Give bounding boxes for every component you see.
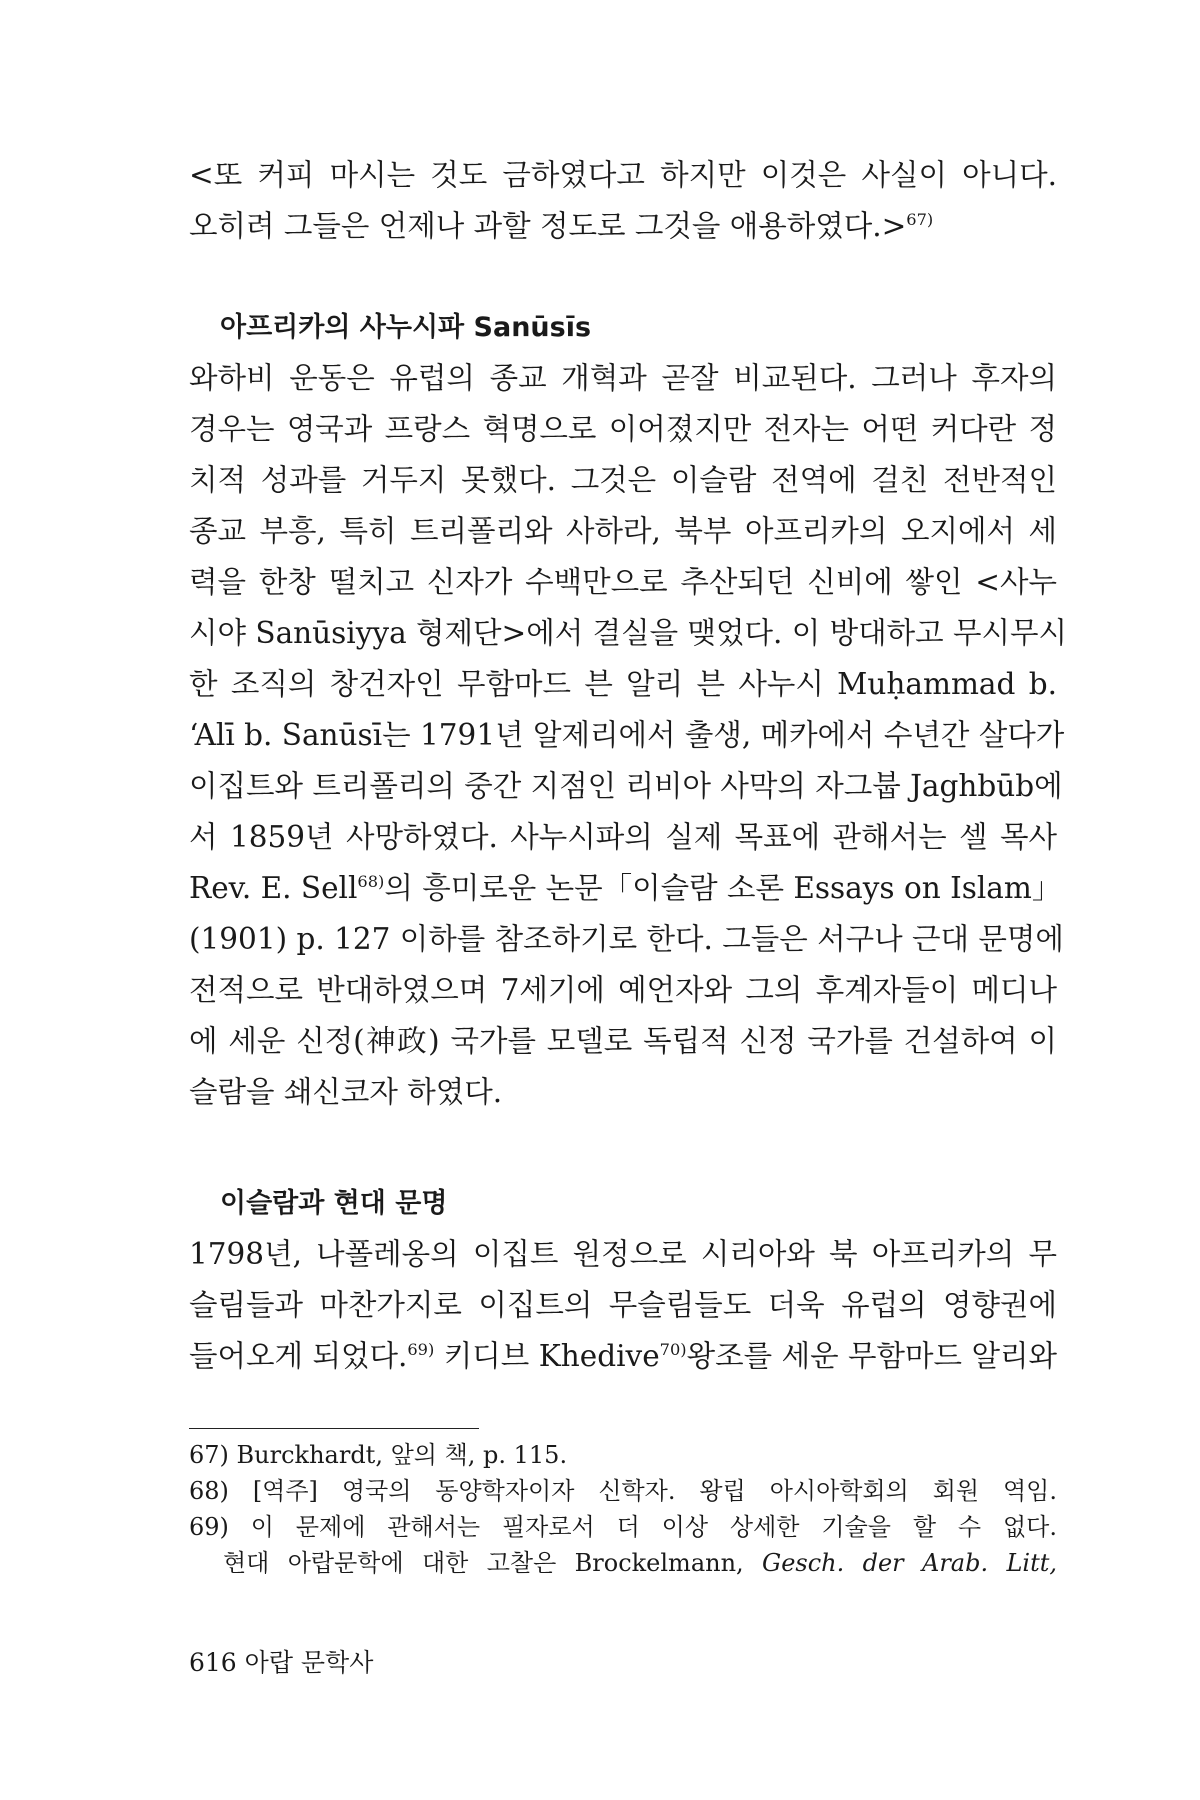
paragraph-line: 치적 성과를 거두지 못했다. 그것은 이슬람 전역에 걸친 전반적인 <box>189 463 1057 497</box>
footnote-ref-67: 67) <box>906 210 934 230</box>
paragraph-line: 한 조직의 창건자인 무함마드 븐 알리 븐 사누시 Muḥammad b. <box>189 667 1057 701</box>
paragraph-line: (1901) p. 127 이하를 참조하기로 한다. 그들은 서구나 근대 문명에 <box>189 922 1064 956</box>
footnote-ref-68: 68) <box>357 872 385 892</box>
paragraph-line: 전적으로 반대하였으며 7세기에 예언자와 그의 후계자들이 메디나 <box>189 973 1057 1007</box>
footnote-divider <box>189 1428 479 1429</box>
paragraph-line: 들어오게 되었다.$^{69)}$ 키디브 Khedive$^{70)}$왕조를 세운 무함마드 알리와 <box>189 1339 1058 1373</box>
page-body <box>189 150 1067 1581</box>
footnote-69: 69) 이 문제에 관해서는 필자로서 더 이상 상세한 기술을 할 수 없다. <box>189 1513 1057 1541</box>
paragraph-line: 서 1859년 사망하였다. 사누시파의 실제 목표에 관해서는 셀 목사 <box>189 820 1057 854</box>
footnote-68: 68) [역주] 영국의 동양학자이자 신학자. 왕립 아시아학회의 회원 역임. <box>189 1477 1057 1505</box>
footnote-67: 67) Burckhardt, 앞의 책, p. 115. <box>189 1441 568 1469</box>
section-heading-sanusis: 아프리카의 사누시파 Sanūsīs <box>220 312 592 343</box>
quote-line-1: <또 커피 마시는 것도 금하였다고 하지만 이것은 사실이 아니다. <box>189 158 1057 192</box>
paragraph-line-sell: Rev. E. Sell$^{68)}$의 흥미로운 논문「이슬람 소론 Essays on Islam」 <box>189 871 1062 905</box>
quote-line-2: 오히려 그들은 언제나 과할 정도로 그것을 애용하였다.>$^{67)}$ <box>189 209 934 243</box>
paragraph-line: 1798년, 나폴레옹의 이집트 원정으로 시리아와 북 아프리카의 무 <box>189 1237 1057 1271</box>
paragraph-line: 에 세운 신정(神政) 국가를 모델로 독립적 신정 국가를 건설하여 이 <box>189 1024 1057 1058</box>
paragraph-line: 슬림들과 마찬가지로 이집트의 무슬림들도 더욱 유럽의 영향권에 <box>189 1288 1057 1322</box>
paragraph-line: 이집트와 트리폴리의 중간 지점인 리비아 사막의 자그붑 Jaghbūb에 <box>189 769 1063 803</box>
footnote-69-continued: 현대 아랍문학에 대한 고찰은 Brockelmann, Gesch. der Arab. Litt, <box>223 1549 1057 1577</box>
page-footer-folio: 616 아랍 문학사 <box>189 1648 374 1677</box>
paragraph-line: 경우는 영국과 프랑스 혁명으로 이어졌지만 전자는 어떤 커다란 정 <box>189 412 1057 446</box>
paragraph-line: ʻAlī b. Sanūsī는 1791년 알제리에서 출생, 메카에서 수년간 살다가 <box>189 718 1065 752</box>
paragraph-line: 와하비 운동은 유럽의 종교 개혁과 곧잘 비교된다. 그러나 후자의 <box>189 361 1057 395</box>
paragraph-line: 종교 부흥, 특히 트리폴리와 사하라, 북부 아프리카의 오지에서 세 <box>189 514 1057 548</box>
footnote-ref-69: 69) <box>407 1340 435 1360</box>
paragraph-line: 력을 한창 떨치고 신자가 수백만으로 추산되던 신비에 쌓인 <사누 <box>189 565 1057 599</box>
section-heading-modern-civilization: 이슬람과 현대 문명 <box>220 1188 448 1219</box>
footnote-ref-70: 70) <box>659 1340 687 1360</box>
paragraph-line-last: 슬람을 쇄신코자 하였다. <box>189 1075 503 1109</box>
paragraph-line: 시야 Sanūsiyya 형제단>에서 결실을 맺었다. 이 방대하고 무시무시 <box>189 616 1067 650</box>
